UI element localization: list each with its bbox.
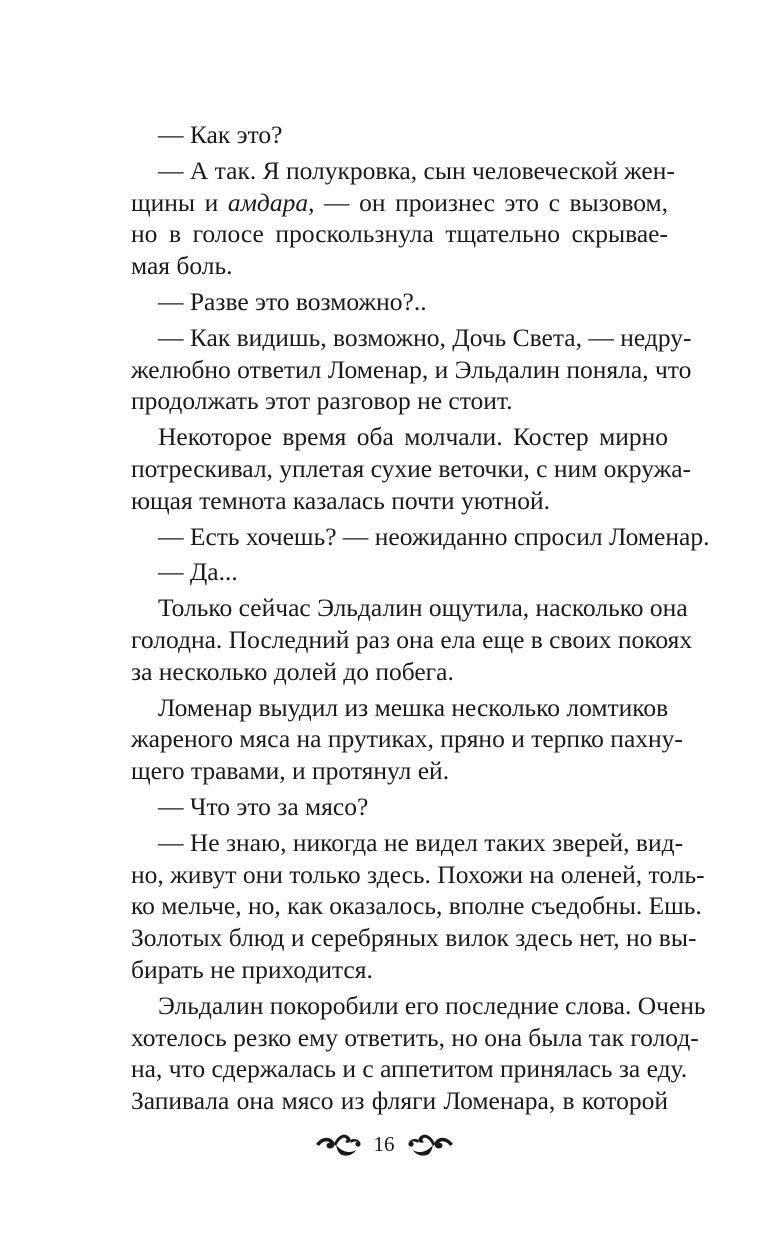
text-line: хотелось резко ему ответить, но она была так голод- — [131, 1022, 699, 1052]
text-line: но, живут они только здесь. Похожи на оленей, толь- — [131, 859, 705, 889]
text-line — [131, 187, 668, 219]
text-line: — Не знаю, никогда не видел таких зверей, вид- — [158, 827, 684, 857]
text-line: щего травами, и протянул ей. — [131, 756, 450, 786]
text-line: Эльдалин покоробили его последние слова. Очень — [158, 990, 706, 1020]
text-line: — Есть хочешь? — неожиданно спросил Ломенар. — [158, 521, 710, 551]
text-line: — Как это? — [158, 120, 283, 149]
text-line: потрескивал, уплетая сухие веточки, с ним окружа- — [131, 453, 692, 483]
text-line: Только сейчас Эльдалин ощутила, насколько она — [158, 593, 688, 623]
text-line: — Разве это возможно?.. — [158, 286, 427, 316]
text-line: голодна. Последний раз она ела еще в своих покоях — [131, 624, 693, 654]
text-line: Ломенар выудил из мешка несколько ломтиков — [158, 692, 669, 722]
page-body — [131, 119, 710, 1117]
text-line: Некоторое время оба молчали. Костер мирно — [158, 422, 668, 452]
text-line: Золотых блюд и серебряных вилок здесь нет, но вы- — [131, 923, 697, 953]
text-line: — Да... — [158, 557, 238, 587]
text-line: мая боль. — [131, 251, 233, 281]
text-line: желюбно ответил Ломенар, и Эльдалин поняла, что — [131, 354, 692, 384]
text-line: ко мельче, но, как оказалось, вполне съедобны. Ешь. — [131, 891, 702, 921]
text-line: — Как видишь, возможно, Дочь Света, — недру- — [158, 322, 692, 352]
text-line: жареного мяса на прутиках, пряно и терпко пахну- — [131, 724, 683, 754]
text-line: за несколько долей до побега. — [131, 656, 454, 686]
fleuron-right-icon — [407, 1130, 455, 1158]
text-line: бирать не приходится. — [131, 954, 373, 984]
page-number: 16 — [373, 1131, 395, 1156]
page-footer — [0, 1124, 768, 1164]
text-line: продолжать этот разговор не стоит. — [131, 386, 513, 416]
text-line: — Что это за мясо? — [158, 791, 369, 821]
text-line: ющая темнота казалась почти уютной. — [131, 485, 550, 515]
text-fragment: щины и — [131, 187, 228, 217]
text-line: Запивала она мясо из фляги Ломенара, в которой — [131, 1086, 668, 1116]
text-line: на, что сдержалась и с аппетитом принялась за еду. — [131, 1054, 688, 1084]
text-line: но в голосе проскользнула тщательно скрывае- — [131, 219, 668, 249]
italic-word: амдара — [227, 187, 309, 217]
fleuron-left-icon — [314, 1130, 362, 1158]
text-line: — А так. Я полукровка, сын человеческой жен- — [158, 155, 675, 185]
text-fragment: , — он произнес это с вызовом, — [308, 187, 668, 217]
